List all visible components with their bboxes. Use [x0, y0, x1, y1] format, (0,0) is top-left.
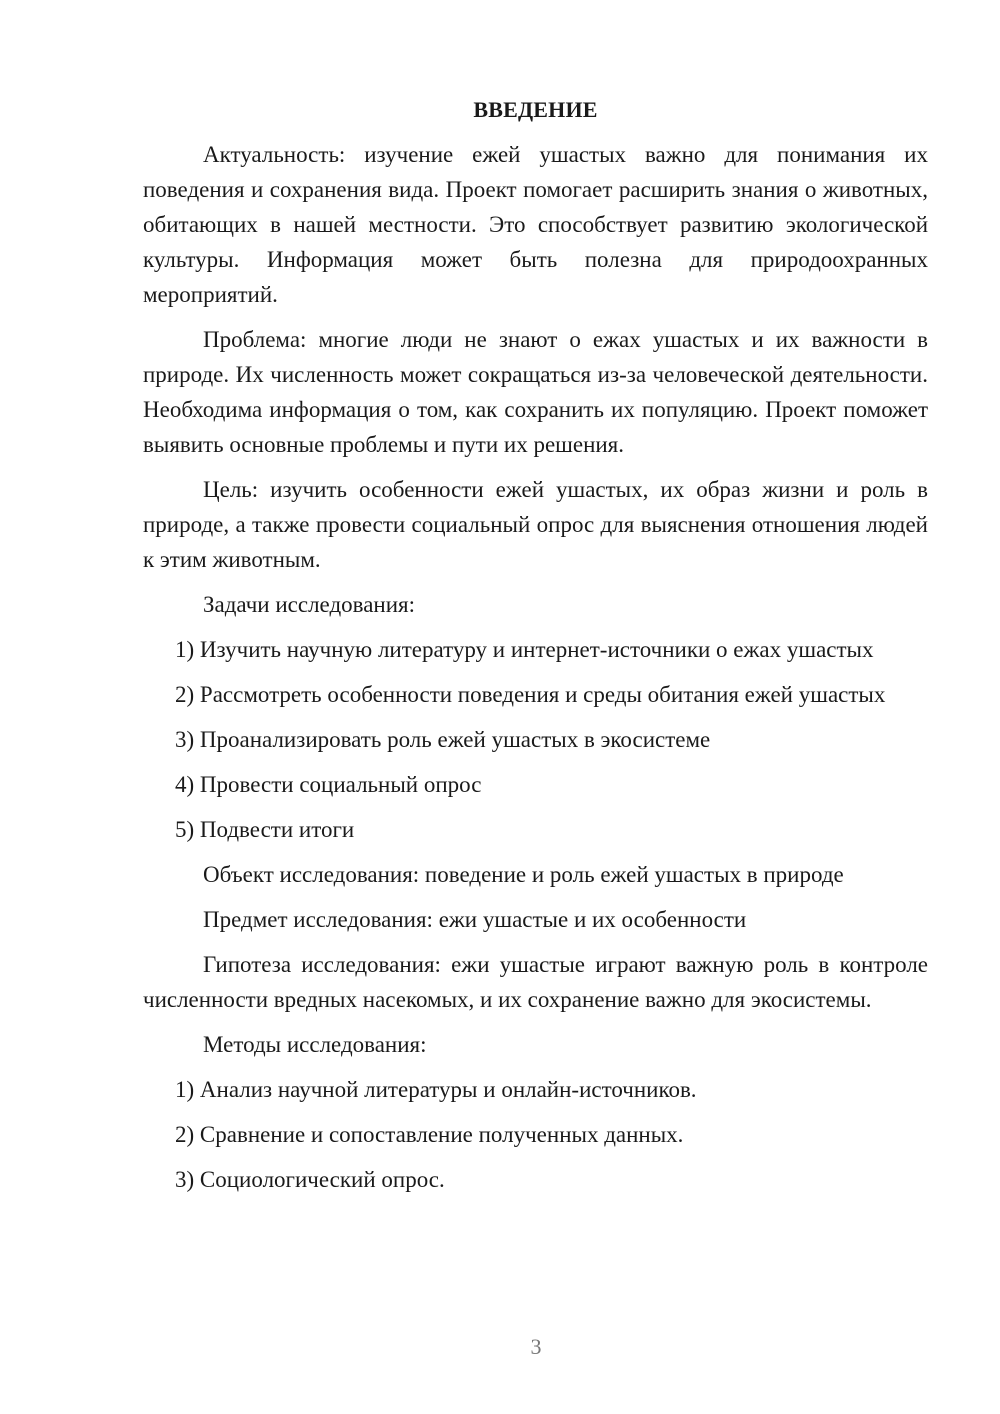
- list-item: 3) Проанализировать роль ежей ушастых в экосистеме: [175, 727, 711, 752]
- section-title: ВВЕДЕНИЕ: [473, 97, 598, 122]
- list-item: 3) Социологический опрос.: [175, 1167, 445, 1192]
- goal-paragraph: Цель: изучить особенности ежей ушастых, их образ жизни и роль в природе, а также провести социальный опрос для выяснения отношения людей к этим животным.: [143, 477, 928, 572]
- list-item: 2) Сравнение и сопоставление полученных данных.: [175, 1122, 684, 1147]
- tasks-heading: Задачи исследования:: [203, 592, 416, 617]
- list-item: 4) Провести социальный опрос: [175, 772, 482, 797]
- list-item: 1) Анализ научной литературы и онлайн-источников.: [175, 1077, 697, 1102]
- page-number: 3: [530, 1334, 542, 1359]
- hypothesis-paragraph: Гипотеза исследования: ежи ушастые играют важную роль в контроле численности вредных насекомых, и их сохранение важно для экосистемы.: [143, 952, 928, 1012]
- list-item: 1) Изучить научную литературу и интернет-источники о ежах ушастых: [175, 637, 874, 662]
- problem-paragraph: Проблема: многие люди не знают о ежах ушастых и их важности в природе. Их численность может сокращаться из-за человеческой деятельности. Необходима информация о том, как сохранить их популяцию. Проект поможет выявить основные проблемы и пути их решения.: [143, 327, 928, 457]
- tasks-list: [143, 632, 928, 847]
- relevance-paragraph: Актуальность: изучение ежей ушастых важно для понимания их поведения и сохранения вида. Проект помогает расширить знания о животных, обитающих в нашей местности. Это способствует развитию экологической культуры. Информация может быть полезна для природоохранных мероприятий.: [143, 142, 928, 307]
- list-item: 2) Рассмотреть особенности поведения и среды обитания ежей ушастых: [175, 682, 886, 707]
- subject-paragraph: Предмет исследования: ежи ушастые и их особенности: [203, 907, 747, 932]
- methods-heading: Методы исследования:: [203, 1032, 427, 1057]
- list-item: 5) Подвести итоги: [175, 817, 355, 842]
- object-paragraph: Объект исследования: поведение и роль ежей ушастых в природе: [203, 862, 844, 887]
- methods-list: [143, 1072, 928, 1197]
- document-page: [143, 92, 928, 1207]
